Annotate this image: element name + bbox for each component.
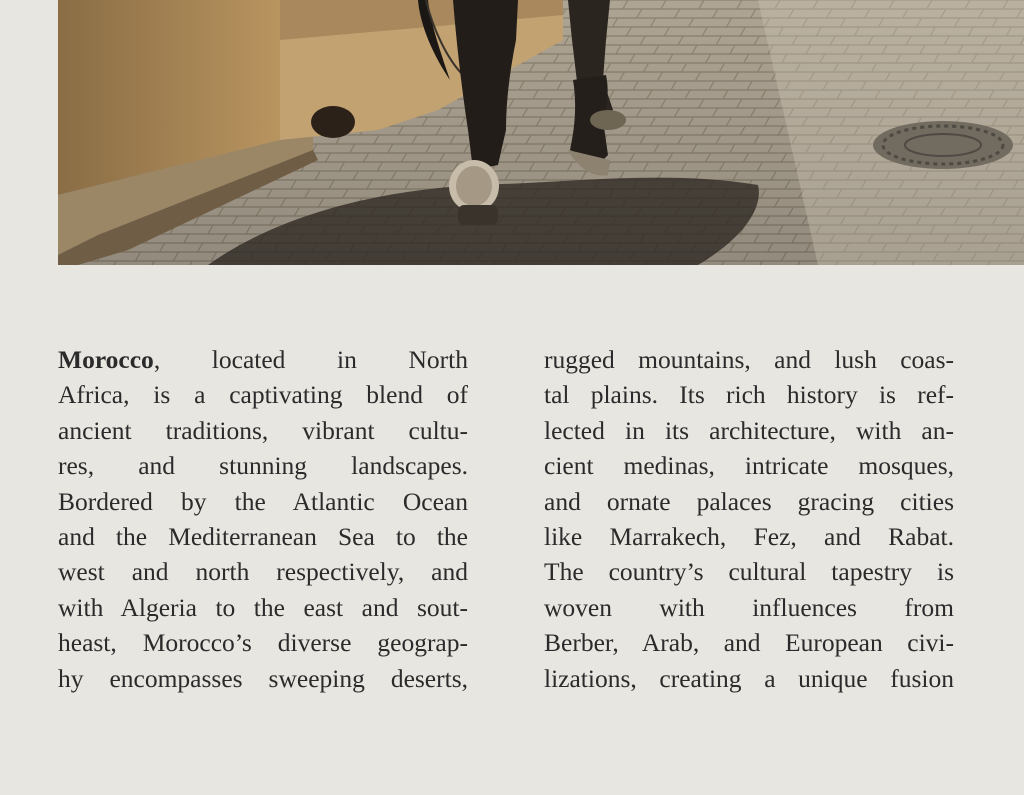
text-line: lizations, creating a unique fusion [544, 663, 954, 693]
header-photo [58, 0, 1024, 265]
street-scene-image [58, 0, 1024, 265]
text-line: with Algeria to the east and sout- [58, 592, 468, 622]
text-line: ancient traditions, vibrant cultu- [58, 415, 468, 445]
text-line: Bordered by the Atlantic Ocean [58, 486, 468, 516]
text-line: Berber, Arab, and European civi- [544, 628, 954, 658]
lead-word: Morocco [58, 345, 154, 374]
text-line: west and north respectively, and [58, 557, 468, 587]
text-line: heast, Morocco’s diverse geograp- [58, 628, 468, 658]
text-line: tal plains. Its rich history is ref- [544, 380, 954, 410]
text-line: res, and stunning landscapes. [58, 451, 468, 481]
text-line: lected in its architecture, with an- [544, 415, 954, 445]
text-line: and ornate palaces gracing cities [544, 486, 954, 516]
text-line: Africa, is a captivating blend of [58, 380, 468, 410]
text-line: cient medinas, intricate mosques, [544, 451, 954, 481]
text-line: Morocco, located in North [58, 345, 468, 374]
text-line: hy encompasses sweeping deserts, [58, 663, 468, 693]
text-line: woven with influences from [544, 592, 954, 622]
text-line: like Marrakech, Fez, and Rabat. [544, 521, 954, 551]
column-right [544, 342, 954, 696]
text-line: and the Mediterranean Sea to the [58, 521, 468, 551]
article-body [58, 342, 954, 696]
text-line: The country’s cultural tapestry is [544, 557, 954, 587]
text-line: rugged mountains, and lush coas- [544, 345, 954, 374]
column-left [58, 342, 468, 696]
